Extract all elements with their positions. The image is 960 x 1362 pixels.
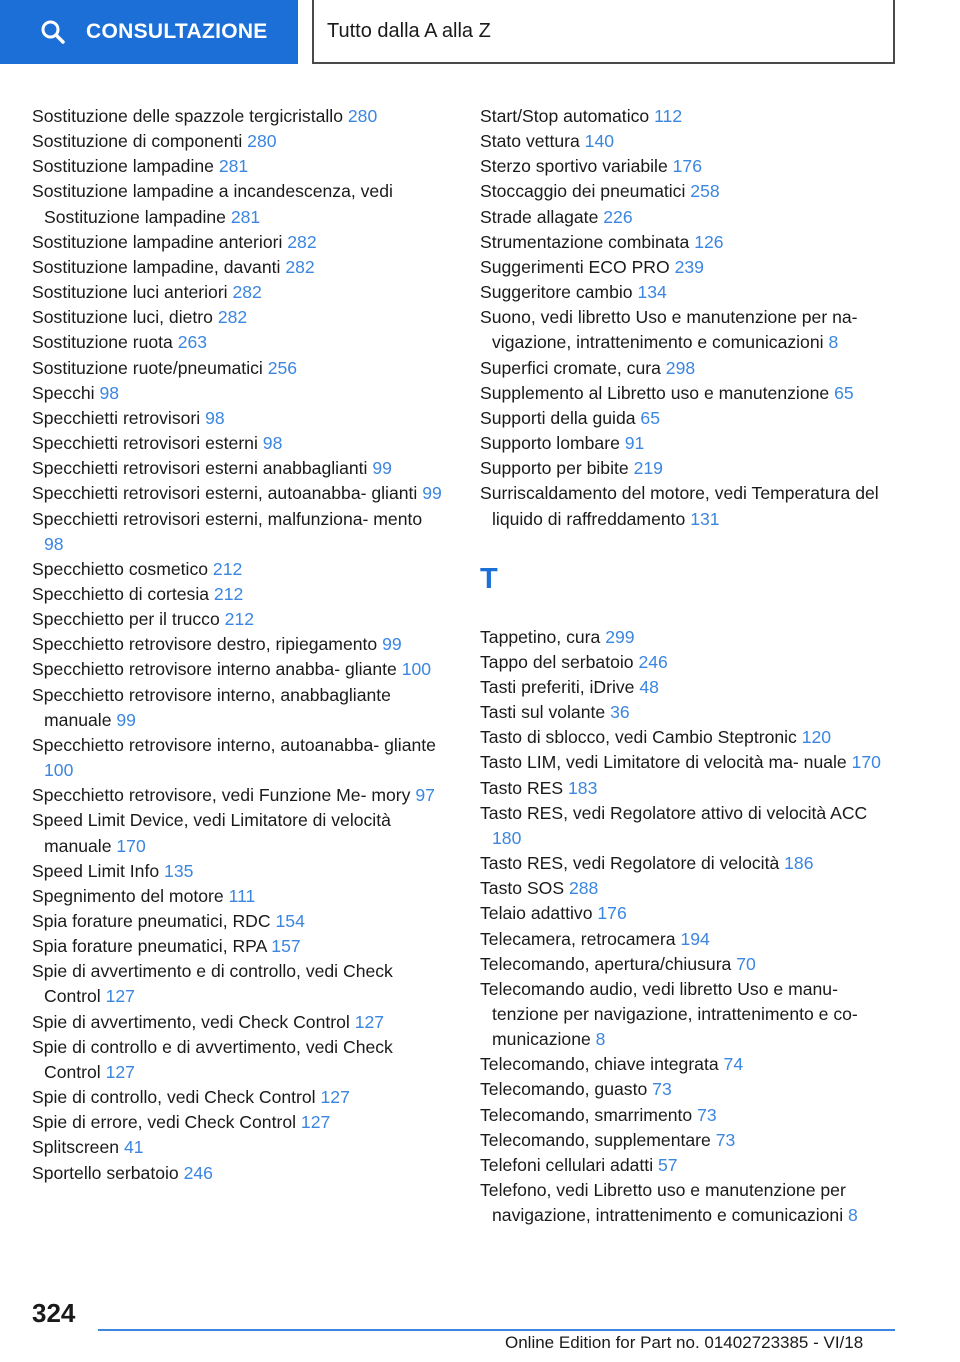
- index-entry: [32, 934, 442, 959]
- index-entry-text: Spie di avvertimento e di controllo, vedi Check Control: [32, 961, 393, 1007]
- index-page-link[interactable]: 131: [690, 508, 720, 529]
- index-entry-text: Specchietti retrovisori: [32, 407, 201, 428]
- index-entry-text: Tappo del serbatoio: [480, 651, 634, 672]
- index-entry: [480, 280, 900, 305]
- index-entry-text: Specchietti retrovisori esterni: [32, 433, 258, 454]
- index-entry: [480, 1178, 900, 1228]
- index-entry-text: Sostituzione ruote/pneumatici: [32, 357, 263, 378]
- index-entry-text: Telaio adattivo: [480, 903, 593, 924]
- index-entry-text: Speed Limit Info: [32, 860, 160, 881]
- index-page-link[interactable]: 176: [672, 156, 702, 177]
- tab-consultazione[interactable]: [0, 0, 298, 64]
- index-page-link[interactable]: 170: [116, 835, 146, 856]
- index-entry: [32, 431, 442, 456]
- section-spacer: [480, 611, 900, 625]
- index-page-link[interactable]: 97: [415, 785, 435, 806]
- index-entry: [32, 557, 442, 582]
- index-page-link[interactable]: 298: [665, 357, 696, 378]
- index-entry: [32, 884, 442, 909]
- index-entry: [480, 230, 900, 255]
- index-entry: [480, 356, 900, 381]
- index-page-link[interactable]: 282: [285, 256, 315, 277]
- index-entry: [480, 381, 900, 406]
- index-entry: [32, 507, 442, 557]
- index-entry-text: Sterzo sportivo variabile: [480, 156, 668, 177]
- header: [0, 0, 960, 66]
- index-entry-text: Sostituzione delle spazzole tergicristallo: [32, 106, 343, 126]
- index-entry: [480, 851, 900, 876]
- index-entry-text: Specchi: [32, 382, 95, 403]
- index-page-link[interactable]: 112: [654, 106, 683, 126]
- index-entry: [480, 154, 900, 179]
- index-entry-text: Surriscaldamento del motore, vedi Temperatura del liquido di raffreddamento: [480, 483, 879, 529]
- index-entry-text: Suggeritore cambio: [480, 282, 633, 303]
- index-entry: [32, 1035, 442, 1085]
- index-entry: [32, 859, 442, 884]
- index-entry: [480, 1153, 900, 1178]
- index-entry-text: Specchietto di cortesia: [32, 583, 210, 604]
- index-page-link[interactable]: 246: [638, 651, 668, 672]
- index-entry: [480, 255, 900, 280]
- index-page-link[interactable]: 100: [401, 659, 432, 680]
- index-entry: [480, 431, 900, 456]
- search-icon: [40, 19, 66, 45]
- index-entry: [480, 1077, 900, 1102]
- index-entry-text: Supplemento al Libretto uso e manutenzione: [480, 382, 830, 403]
- index-page-link[interactable]: 263: [177, 332, 208, 353]
- index-page-link[interactable]: 258: [690, 181, 720, 202]
- index-entry: [32, 381, 442, 406]
- index-page-link[interactable]: 127: [105, 1061, 135, 1082]
- index-entry: [480, 305, 900, 355]
- index-page-link[interactable]: 157: [271, 936, 301, 957]
- index-entry-text: Tasto SOS: [480, 878, 565, 899]
- index-entry-text: Spie di errore, vedi Check Control: [32, 1112, 297, 1133]
- tab-tutto-label: Tutto dalla A alla Z: [327, 19, 491, 42]
- index-entry-text: Specchietto per il trucco: [32, 609, 220, 630]
- index-entry-text: Splitscreen: [32, 1137, 120, 1158]
- index-page-link[interactable]: 280: [347, 106, 378, 126]
- index-entry: [480, 977, 900, 1052]
- index-entry-text: Supporti della guida: [480, 407, 636, 428]
- index-group-s: [480, 104, 900, 532]
- index-entry-text: Telefoni cellulari adatti: [480, 1154, 654, 1175]
- index-page-link[interactable]: 73: [652, 1079, 672, 1100]
- index-page-link[interactable]: 70: [736, 953, 756, 974]
- index-page-link[interactable]: 74: [723, 1054, 744, 1075]
- index-page-link[interactable]: 282: [232, 282, 262, 303]
- index-entry-text: Tasto RES: [480, 777, 564, 798]
- index-entry-text: Tasto RES, vedi Regolatore di velocità: [480, 853, 780, 874]
- index-page-link[interactable]: 282: [287, 231, 317, 252]
- index-page-link[interactable]: 98: [44, 533, 64, 554]
- index-entry: [32, 733, 442, 783]
- index-page-link[interactable]: 127: [105, 986, 135, 1007]
- index-entry: [480, 205, 900, 230]
- index-entry-text: Telecomando, chiave integrata: [480, 1054, 719, 1075]
- index-entry-text: Telecomando, supplementare: [480, 1129, 711, 1150]
- index-page-link[interactable]: 212: [213, 583, 244, 604]
- index-entry: [32, 808, 442, 858]
- index-entry: [480, 1052, 900, 1077]
- index-entry: [480, 456, 900, 481]
- index-page-link[interactable]: 219: [633, 458, 663, 479]
- index-entry-text: Specchietto retrovisore destro, ripiegamento: [32, 634, 378, 655]
- index-page-link[interactable]: 48: [639, 676, 659, 697]
- index-entry: [480, 481, 900, 531]
- index-page-link[interactable]: 170: [851, 752, 881, 773]
- index-entry: [480, 104, 900, 129]
- index-entry: [32, 179, 442, 229]
- index-page-link[interactable]: 135: [164, 860, 194, 881]
- index-page-link[interactable]: 186: [784, 853, 814, 874]
- index-entry: [32, 1161, 442, 1186]
- index-entry-text: Spia forature pneumatici, RDC: [32, 911, 271, 931]
- index-entry: [480, 927, 900, 952]
- index-page-link[interactable]: 120: [801, 727, 832, 748]
- index-page-link[interactable]: 126: [694, 231, 724, 252]
- index-entry-text: Tasto di sblocco, vedi Cambio Steptronic: [480, 727, 797, 748]
- index-entry-text: Specchietti retrovisori esterni anabbaglianti: [32, 458, 368, 479]
- index-entry: [480, 776, 900, 801]
- index-entry-text: Tappetino, cura: [480, 626, 601, 647]
- index-entry: [32, 959, 442, 1009]
- index-entry: [32, 657, 442, 682]
- index-group-t: [480, 625, 900, 1229]
- index-entry-text: Telecomando, guasto: [480, 1079, 648, 1100]
- index-entry-text: Sostituzione luci, dietro: [32, 307, 213, 328]
- index-entry: [480, 1103, 900, 1128]
- index-page-link[interactable]: 98: [262, 433, 283, 454]
- index-entry-text: Tasto RES, vedi Regolatore attivo di velocità ACC: [480, 802, 868, 823]
- index-entry: [32, 909, 442, 934]
- index-entry: [32, 607, 442, 632]
- tab-consultazione-label: CONSULTAZIONE: [86, 20, 268, 43]
- index-page-link[interactable]: 98: [99, 382, 120, 403]
- index-page-link[interactable]: 73: [715, 1129, 736, 1150]
- index-entry-text: Sostituzione lampadine a incandescenza, vedi Sostituzione lampadine: [32, 181, 393, 227]
- index-entry: [32, 456, 442, 481]
- index-entry: [480, 700, 900, 725]
- index-page-link[interactable]: 299: [605, 626, 635, 647]
- index-entry-text: Sostituzione di componenti: [32, 131, 243, 152]
- index-page-link[interactable]: 183: [568, 777, 598, 798]
- index-entry-text: Speed Limit Device, vedi Limitatore di velocità manuale: [32, 810, 391, 856]
- index-entry: [480, 876, 900, 901]
- index-page-link[interactable]: 65: [834, 382, 854, 403]
- index-entry-text: Strade allagate: [480, 206, 599, 227]
- index-entry: [32, 230, 442, 255]
- index-page-link[interactable]: 98: [205, 407, 225, 428]
- index-entry-text: Start/Stop automatico: [480, 106, 650, 126]
- index-page-link[interactable]: 73: [697, 1104, 717, 1125]
- index-entry: [32, 1135, 442, 1160]
- index-entry-text: Specchietti retrovisori esterni, malfunziona‐ mento: [32, 508, 423, 529]
- index-page-link[interactable]: 99: [116, 709, 136, 730]
- index-entry-text: Specchietto retrovisore interno anabba‐ gliante: [32, 659, 397, 680]
- index-entry: [480, 1128, 900, 1153]
- footer-edition-text: Online Edition for Part no. 01402723385 - VI/18: [505, 1333, 864, 1352]
- index-entry: [480, 650, 900, 675]
- index-entry-text: Spie di avvertimento, vedi Check Control: [32, 1011, 350, 1032]
- index-page-link[interactable]: 99: [382, 634, 402, 655]
- index-entry-text: Sostituzione lampadine, davanti: [32, 256, 281, 277]
- index-entry: [32, 305, 442, 330]
- index-entry-text: Strumentazione combinata: [480, 231, 690, 252]
- index-entry-text: Spie di controllo, vedi Check Control: [32, 1087, 316, 1108]
- section-letter: T: [480, 562, 498, 595]
- index-entry-text: Superfici cromate, cura: [480, 357, 661, 378]
- index-entry: [32, 1085, 442, 1110]
- index-entry: [32, 104, 442, 129]
- index-page-link[interactable]: 281: [218, 156, 249, 177]
- index-page-link[interactable]: 140: [584, 131, 615, 152]
- index-page-link[interactable]: 65: [640, 407, 660, 428]
- index-entry: [32, 582, 442, 607]
- index-entry: [480, 750, 900, 775]
- index-entry-text: Stoccaggio dei pneumatici: [480, 181, 686, 202]
- index-entry-text: Telecomando audio, vedi libretto Uso e manu‐ tenzione per navigazione, intrattenimento e co‐ municazione: [480, 978, 858, 1050]
- index-page-link[interactable]: 180: [492, 827, 522, 848]
- index-entry-text: Supporto per bibite: [480, 458, 629, 479]
- index-page-link[interactable]: 282: [217, 307, 248, 328]
- index-entry-text: Specchietto retrovisore interno, autoanabba‐ gliante: [32, 734, 436, 755]
- index-entry-text: Spegnimento del motore: [32, 885, 224, 906]
- index-entry: [32, 406, 442, 431]
- index-page-link[interactable]: 100: [44, 760, 74, 781]
- index-entry: [32, 683, 442, 733]
- index-entry: [32, 255, 442, 280]
- index-entry-text: Telecomando, apertura/chiusura: [480, 953, 732, 974]
- index-entry: [32, 129, 442, 154]
- index-entry-text: Sportello serbatoio: [32, 1162, 179, 1183]
- index-entry-text: Sostituzione luci anteriori: [32, 282, 228, 303]
- index-entry-text: Specchietto cosmetico: [32, 558, 209, 579]
- index-entry: [32, 481, 442, 506]
- index-entry-text: Specchietto retrovisore interno, anabbagliante manuale: [32, 684, 391, 730]
- index-entry-text: Telefono, vedi Libretto uso e manutenzione per navigazione, intrattenimento e comunicazioni: [480, 1180, 846, 1226]
- index-page-link[interactable]: 256: [267, 357, 298, 378]
- index-page-link[interactable]: 41: [123, 1137, 144, 1158]
- index-page-link[interactable]: 246: [183, 1162, 213, 1183]
- index-entry-text: Telecamera, retrocamera: [480, 928, 676, 949]
- index-page-link[interactable]: 57: [658, 1154, 678, 1175]
- index-page-link[interactable]: 8: [848, 1205, 858, 1226]
- index-page-link[interactable]: 134: [637, 282, 667, 303]
- index-entry-text: Telecomando, smarrimento: [480, 1104, 693, 1125]
- index-page-link[interactable]: 280: [247, 131, 277, 152]
- index-page-link[interactable]: 99: [372, 458, 392, 479]
- index-entry: [480, 179, 900, 204]
- index-entry: [32, 356, 442, 381]
- index-page-link[interactable]: 99: [422, 483, 442, 504]
- index-entry-text: Tasto LIM, vedi Limitatore di velocità ma‐ nuale: [480, 752, 847, 773]
- index-page-link[interactable]: 212: [224, 609, 255, 630]
- index-entry-text: Tasti preferiti, iDrive: [480, 676, 635, 697]
- index-entry-text: Stato vettura: [480, 131, 580, 152]
- index-entry: [480, 129, 900, 154]
- index-page-link[interactable]: 8: [828, 332, 839, 353]
- index-page-link[interactable]: 176: [597, 903, 627, 924]
- index-entry-text: Suono, vedi libretto Uso e manutenzione per na‐ vigazione, intrattenimento e comunicazioni: [480, 307, 858, 353]
- index-page-link[interactable]: 212: [212, 558, 243, 579]
- index-entry: [32, 1110, 442, 1135]
- index-page-link[interactable]: 239: [674, 256, 704, 277]
- index-entry-text: Spie di controllo e di avvertimento, vedi Check Control: [32, 1036, 393, 1082]
- index-entry-text: Suggerimenti ECO PRO: [480, 256, 670, 277]
- index-entry-text: Supporto lombare: [480, 433, 620, 454]
- index-entry: [480, 901, 900, 926]
- index-entry: [480, 406, 900, 431]
- index-entry-text: Specchietto retrovisore, vedi Funzione Me‐ mory: [32, 785, 411, 806]
- index-entry: [480, 625, 900, 650]
- index-entry-text: Sostituzione lampadine anteriori: [32, 231, 283, 252]
- index-entry: [480, 801, 900, 851]
- footer-divider: [98, 1329, 895, 1331]
- index-entry: [32, 1010, 442, 1035]
- index-page-link[interactable]: 127: [354, 1011, 385, 1032]
- tab-tutto-dalla-a-alla-z[interactable]: [312, 0, 895, 64]
- index-entry: [32, 280, 442, 305]
- index-column-right: [480, 104, 900, 1228]
- page-number: 324: [32, 1298, 76, 1328]
- index-entry-text: Sostituzione lampadine: [32, 156, 214, 177]
- index-page-link[interactable]: 111: [228, 885, 256, 906]
- index-page-link[interactable]: 91: [624, 433, 645, 454]
- index-column-left: [32, 104, 442, 1186]
- index-entry: [480, 952, 900, 977]
- index-page-link[interactable]: 154: [275, 911, 305, 931]
- index-entry: [480, 725, 900, 750]
- index-page-link[interactable]: 226: [603, 206, 633, 227]
- index-entry-text: Sostituzione ruota: [32, 332, 173, 353]
- index-entry-text: Specchietti retrovisori esterni, autoanabba‐ glianti: [32, 483, 418, 504]
- index-page-link[interactable]: 127: [300, 1112, 331, 1133]
- index-entry: [32, 632, 442, 657]
- index-page-link[interactable]: 281: [230, 206, 261, 227]
- index-page-link[interactable]: 36: [610, 702, 630, 723]
- index-entry: [32, 330, 442, 355]
- index-entry: [32, 783, 442, 808]
- index-entry-text: Tasti sul volante: [480, 702, 606, 723]
- index-entry: [32, 154, 442, 179]
- index-page-link[interactable]: 127: [320, 1087, 350, 1108]
- index-entry: [480, 675, 900, 700]
- index-page-link[interactable]: 194: [680, 928, 710, 949]
- index-page-link[interactable]: 288: [568, 878, 599, 899]
- index-entry-text: Spia forature pneumatici, RPA: [32, 936, 267, 957]
- index-page-link[interactable]: 8: [595, 1029, 606, 1050]
